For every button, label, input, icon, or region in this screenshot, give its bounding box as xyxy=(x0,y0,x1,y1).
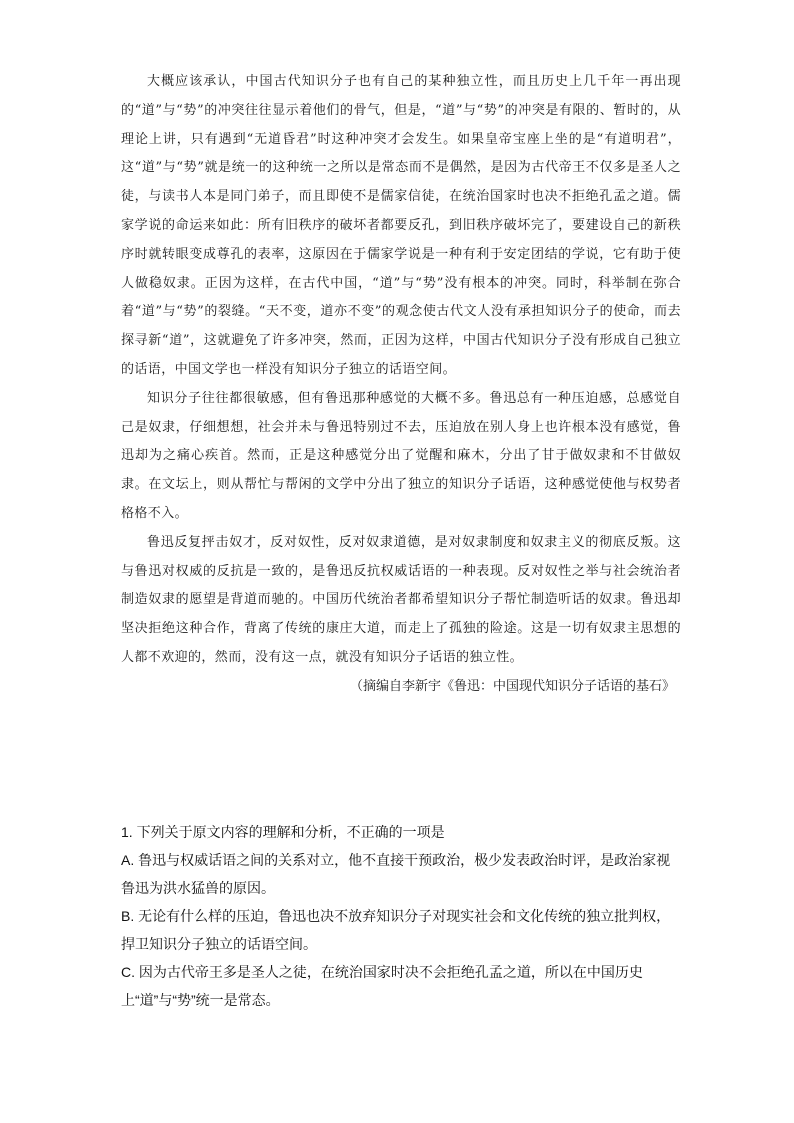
option-a: A. 鲁迅与权威话语之间的关系对立，他不直接干预政治，极少发表政治时评，是政治家视鲁迅为洪水猛兽的原因。 xyxy=(121,852,671,896)
passage-paragraph-3: 鲁迅反复抨击奴才，反对奴性，反对奴隶道德，是对奴隶制度和奴隶主义的彻底反叛。这与鲁迅对权威的反抗是一致的，是鲁迅反抗权威话语的一种表现。反对奴性之举与社会统治者制造奴隶的愿望是背道而驰的。中国历代统治者都希望知识分子帮忙制造听话的奴隶。鲁迅却坚决拒绝这种合作，背离了传统的康庄大道，而走上了孤独的险途。这是一切有奴隶主思想的人都不欢迎的，然而，没有这一点，就没有知识分子话语的独立性。 xyxy=(121,534,681,665)
option-c: C. 因为古代帝王多是圣人之徒，在统治国家时决不会拒绝孔孟之道，所以在中国历史上“道”与“势”统一是常态。 xyxy=(121,964,643,1008)
passage-source: （摘编自李新宇《鲁迅：中国现代知识分子话语的基石》 xyxy=(349,678,675,694)
reading-passage xyxy=(121,68,681,701)
question-block xyxy=(121,818,681,1014)
option-b: B. 无论有什么样的压迫，鲁迅也决不放弃知识分子对现实社会和文化传统的独立批判权，捍卫知识分子独立的话语空间。 xyxy=(121,908,671,952)
passage-paragraph-2: 知识分子往往都很敏感，但有鲁迅那种感觉的大概不多。鲁迅总有一种压迫感，总感觉自己是奴隶，仔细想想，社会并未与鲁迅特别过不去，压迫放在别人身上也许根本没有感觉，鲁迅却为之痛心疾首。然而，正是这种感觉分出了觉醒和麻木，分出了甘于做奴隶和不甘做奴隶。在文坛上，则从帮忙与帮闲的文学中分出了独立的知识分子话语，这种感觉使他与权势者格格不入。 xyxy=(121,390,681,521)
question-stem: 1. 下列关于原文内容的理解和分析，不正确的一项是 xyxy=(121,824,445,840)
passage-paragraph-1: 大概应该承认，中国古代知识分子也有自己的某种独立性，而且历史上几千年一再出现的“道”与“势”的冲突往往显示着他们的骨气，但是，“道”与“势”的冲突是有限的、暂时的，从理论上讲，只有遇到“无道昏君”时这种冲突才会发生。如果皇帝宝座上坐的是“有道明君”，这“道”与“势”就是统一的这种统一之所以是常态而不是偶然，是因为古代帝王不仅多是圣人之徒，与读书人本是同门弟子，而且即使不是儒家信徒，在统治国家时也决不拒绝孔孟之道。儒家学说的命运来如此：所有旧秩序的破坏者都要反孔，到旧秩序破坏完了，要建设自己的新秩序时就转眼变成尊孔的表率，这原因在于儒家学说是一种有利于安定团结的学说，它有助于使人做稳奴隶。正因为这样，在古代中国，“道”与“势”没有根本的冲突。同时，科举制在弥合着“道”与“势”的裂缝。“天不变，道亦不变”的观念使古代文人没有承担知识分子的使命，而去探寻新“道”，这就避免了许多冲突，然而，正因为这样，中国古代知识分子没有形成自己独立的话语，中国文学也一样没有知识分子独立的话语空间。 xyxy=(121,74,681,377)
